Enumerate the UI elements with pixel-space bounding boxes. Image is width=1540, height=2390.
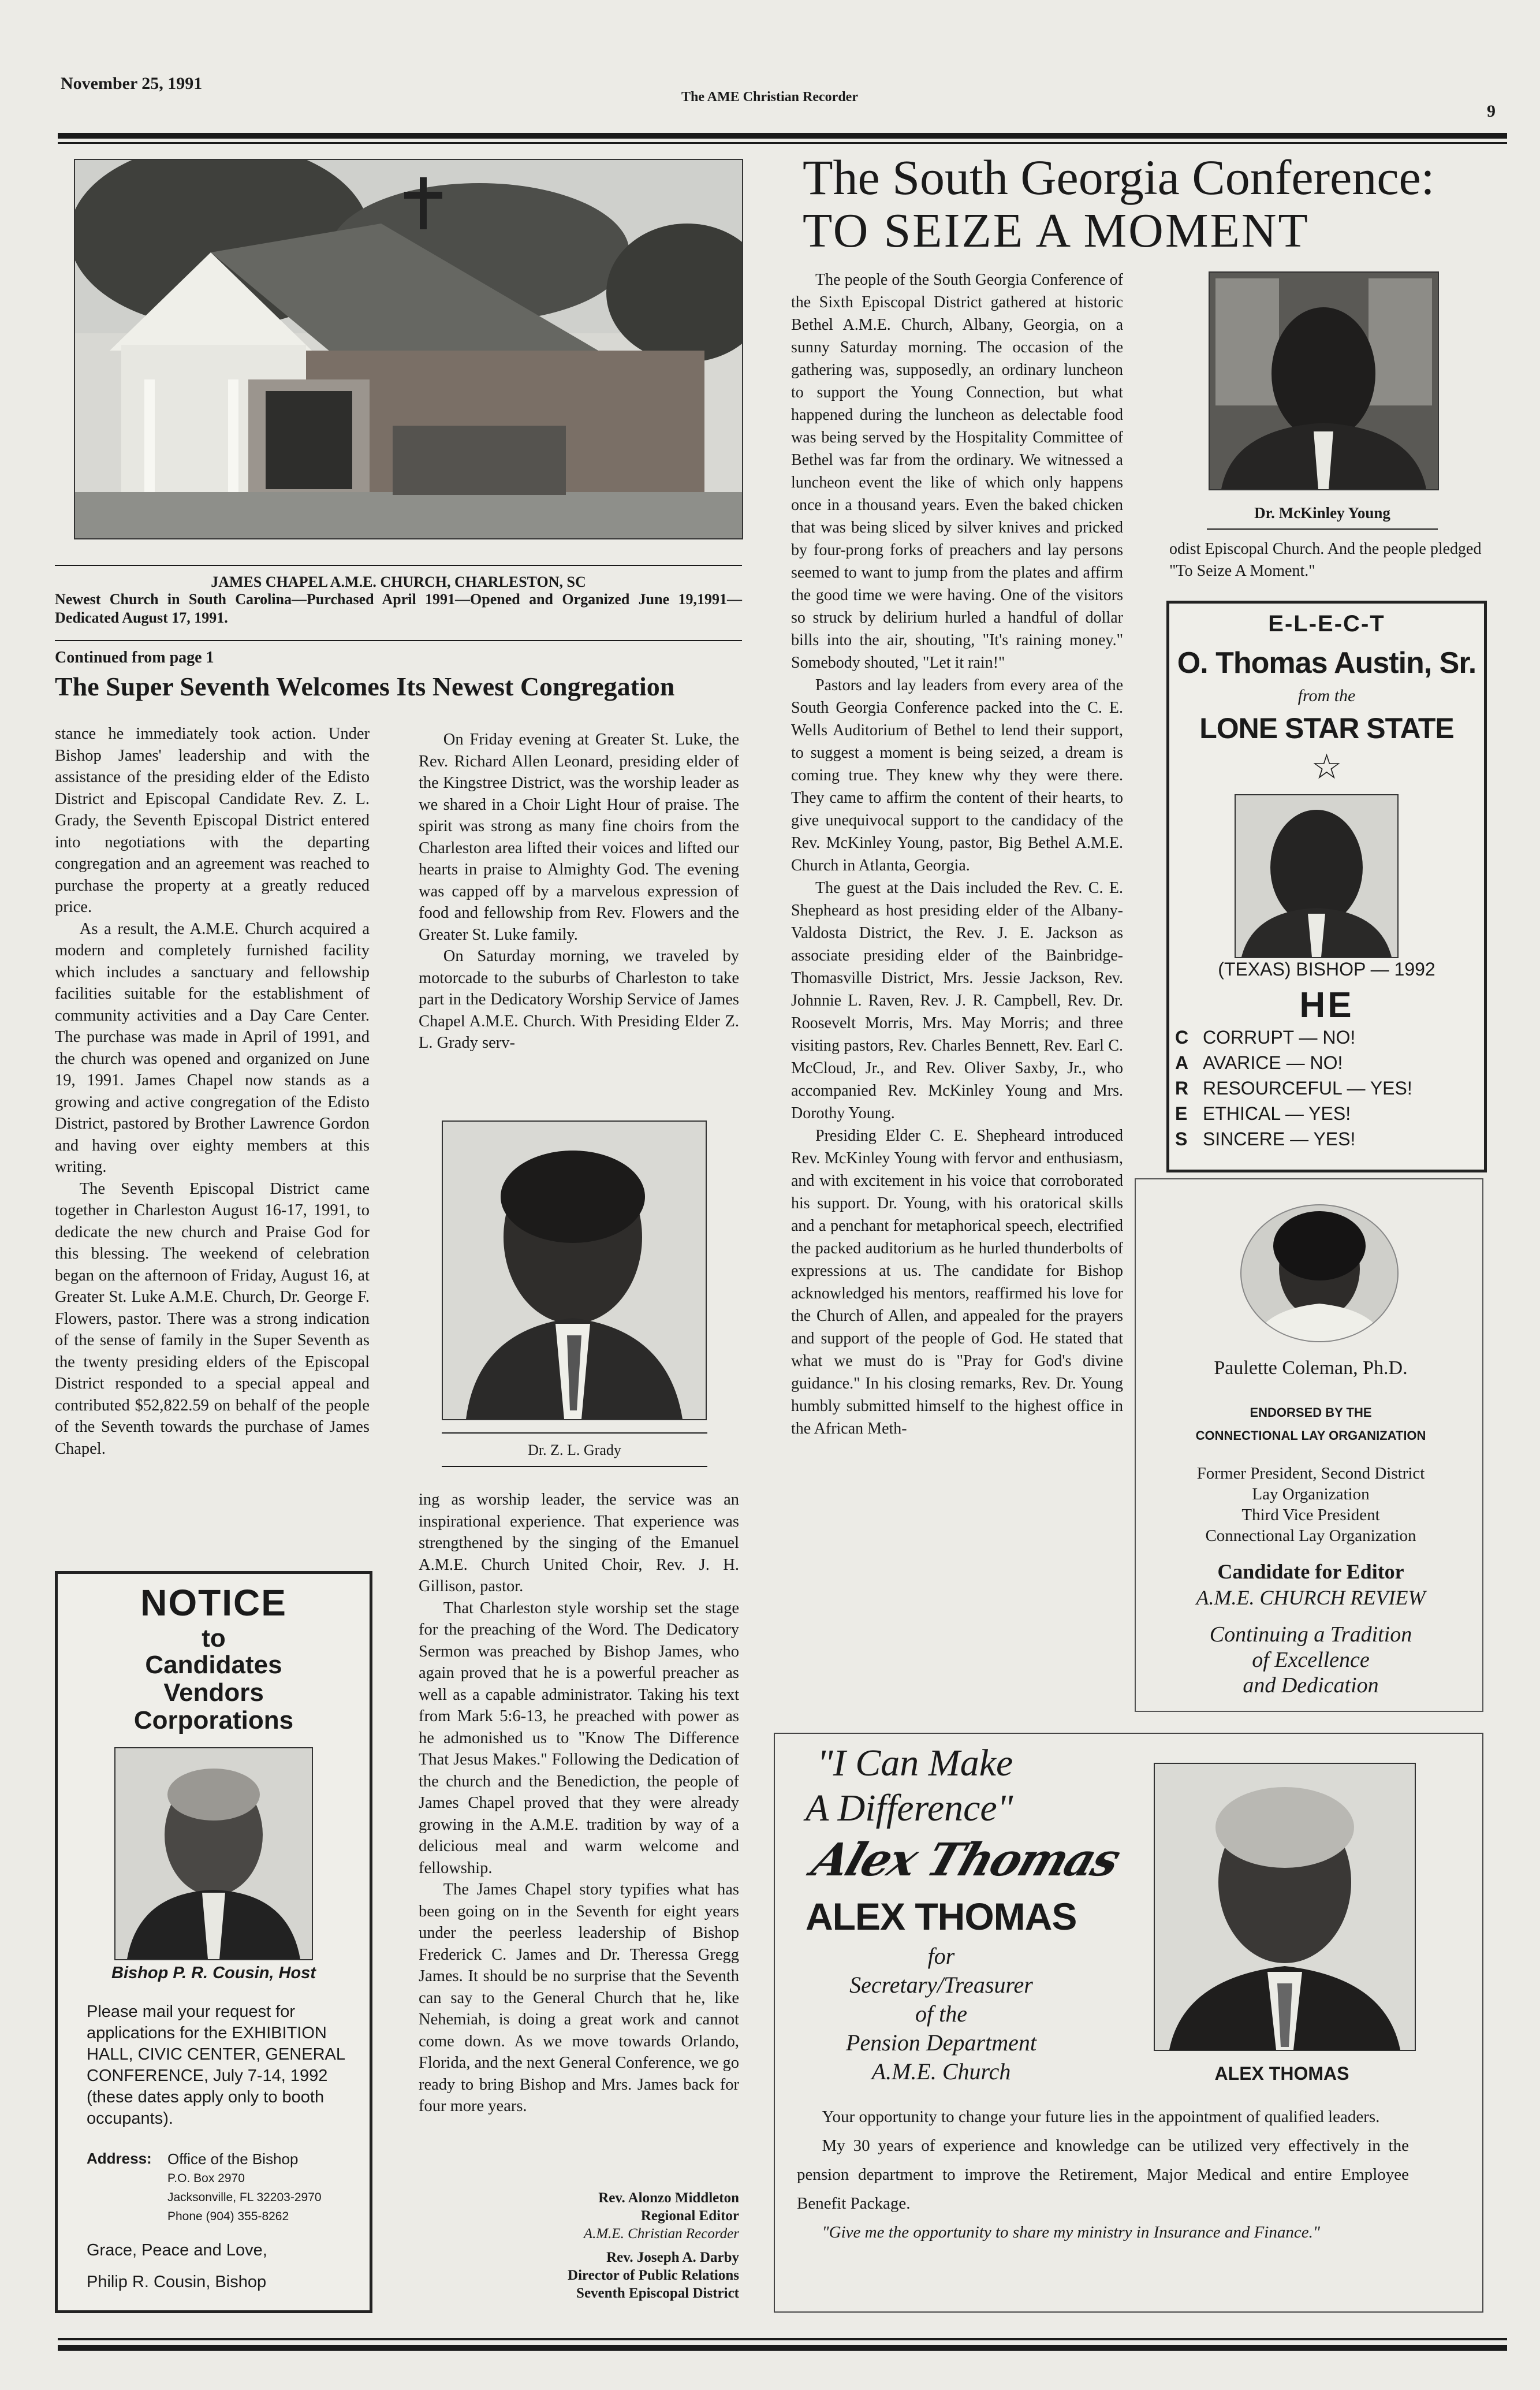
photo-rule — [55, 565, 742, 566]
paragraph: ing as worship leader, the service was an inspirational experience. That experience was strengthened by the singing of the Emanuel A.M.E. Church United Choir, Rev. J. H. Gillison, pastor. — [419, 1491, 739, 1595]
address-line: Office of the Bishop — [167, 2150, 299, 2168]
south-georgia-column — [791, 269, 1123, 1440]
austin-office: (TEXAS) BISHOP — 1992 — [1218, 959, 1435, 980]
thomas-quote-2: A Difference" — [806, 1787, 1013, 1829]
slogan-line: of Excellence — [1252, 1648, 1370, 1672]
south-georgia-continuation: odist Episcopal Church. And the people pledged "To Seize A Moment." — [1169, 540, 1482, 580]
austin-from: from the — [1297, 686, 1356, 705]
austin-name: O. Thomas Austin, Sr. — [1177, 646, 1476, 680]
paragraph: The guest at the Dais included the Rev. C. E. Shepheard as host presiding elder of the Albany-Valdosta District, the Rev. J. E. Jackson as associate presiding elder of the Bainbridge-Thomasville District, Mrs. Jessie Jackson, Rev. Johnnie L. Raven, Rev. J. R. Campbell, Rev. Dr. Roosevelt Morris, Mrs. May Morris; and three visiting pastors, Rev. Charles Bennett, Rev. Earl C. McCloud, Jr., and Rev. Oliver Saxby, Jr., who accompanied Rev. McKinley Young and Mrs. Dorothy Young. — [791, 879, 1123, 1122]
paragraph: The James Chapel story typifies what has been going on in the Seventh for eight years under the peerless leadership of Bishop Frederick C. James and Dr. Theressa Gregg James. It should be no surprise that the Seventh can say to the General Church that he, like Nehemiah, is doing a great work and cannot come down. As we move towards Orlando, Florida, and the next General Conference, we go ready to bring Bishop and Mrs. James back for four more years. — [419, 1881, 739, 2115]
cousin-caption: Bishop P. R. Cousin, Host — [111, 1964, 316, 1982]
paragraph: stance he immediately took action. Under Bishop James' leadership and with the assistance of the presiding elder of the Edisto District and Episcopal Candidate Rev. Z. L. Grady, the Seventh Episcopal District entered into negotiations with the departing congregation and an agreement was reached to purchase the property at a greatly reduced price. — [55, 725, 370, 916]
cred-line: Lay Organization — [1252, 1485, 1370, 1503]
young-photo — [1209, 271, 1439, 490]
notice-body: Please mail your request for applications for the EXHIBITION HALL, CIVIC CENTER, GENERAL CONFERENCE, July 7-14, 1992 (these dates apply only to booth occupants). — [87, 2002, 345, 2128]
paragraph: Your opportunity to change your future lies in the appointment of qualified leaders. — [822, 2108, 1380, 2126]
notice-vendors: Vendors — [163, 1678, 264, 1707]
header-page-number: 9 — [1487, 102, 1496, 121]
notice-address — [167, 2150, 322, 2226]
office-line: Pension Department — [846, 2030, 1036, 2056]
paragraph: As a result, the A.M.E. Church acquired a modern and completely furnished facility which includes a sanctuary and fellowship facilities suitable for the establishment of community activities and a Day Care Center. The purchase was made in April of 1991, and the church was opened and organized on June 19, 1991. James Chapel now stands as a growing and active congregation of the Edisto District, pastored by Brother Lawrence Gordon and having over eighty members at this writing. — [55, 919, 370, 1176]
coleman-credentials — [1138, 1463, 1484, 1546]
austin-he: HE — [1299, 985, 1354, 1025]
cred-line: Connectional Lay Organization — [1205, 1527, 1416, 1545]
austin-state: LONE STAR STATE — [1199, 712, 1454, 744]
thomas-office — [803, 1942, 1080, 2086]
signature-block-2 — [439, 2248, 739, 2302]
grady-rule-bottom — [442, 1466, 707, 1467]
coleman-slogan — [1138, 1622, 1484, 1698]
star-icon: ☆ — [1311, 748, 1343, 786]
coleman-name: Paulette Coleman, Ph.D. — [1214, 1357, 1408, 1379]
acrostic-row: A AVARICE — NO! — [1175, 1052, 1343, 1073]
address-line: Jacksonville, FL 32203-2970 — [167, 2191, 322, 2204]
paragraph: The people of the South Georgia Conference of the Sixth Episcopal District gathered at historic Bethel A.M.E. Church, Albany, Georgia, on a sunny Saturday morning. The occasion of the gathering was, supposedly, an ordinary luncheon to support the Young Connection, but what happened during the luncheon as delectable food was being served by the Hospitality Committee of Bethel was far from the ordinary. We witnessed a luncheon event the like of which only happens once in a thousand years. Even the baked chicken that was being sliced by silver knives and pricked by four-prong forks of preachers and lay persons seemed to want to jump from the plates and affirm the good time we were having. One of the visitors so struck by delirium hurled a handful of dollar bills into the air, shouting, "It's raining money." Somebody shouted, "Let it rain!" — [791, 271, 1123, 672]
footer-rule-thick — [58, 2345, 1507, 2351]
footer-rule — [58, 2338, 1507, 2340]
cousin-photo — [114, 1747, 313, 1960]
header-date: November 25, 1991 — [61, 74, 203, 93]
notice-closing-1: Grace, Peace and Love, — [87, 2241, 267, 2259]
article-column-2-bottom — [419, 1489, 739, 2117]
coleman-endorsed-1: ENDORSED BY THE — [1250, 1405, 1372, 1420]
south-georgia-headline-1: The South Georgia Conference: — [803, 150, 1435, 205]
office-line: of the — [915, 2001, 967, 2027]
header-rule — [58, 133, 1507, 139]
thomas-quote-1: "I Can Make — [817, 1742, 1013, 1784]
thomas-ad-text — [797, 2102, 1409, 2247]
slogan-line: Continuing a Tradition — [1209, 1622, 1412, 1647]
sig-district: Seventh Episcopal District — [576, 2285, 739, 2301]
office-line: A.M.E. Church — [871, 2058, 1011, 2084]
office-line: Secretary/Treasurer — [849, 1972, 1033, 1998]
young-caption: Dr. McKinley Young — [1254, 504, 1390, 522]
office-line: for — [927, 1943, 955, 1969]
coleman-candidate: Candidate for Editor — [1217, 1560, 1404, 1583]
notice-address-label: Address: — [87, 2150, 152, 2167]
sig-name: Rev. Alonzo Middleton — [598, 2190, 739, 2206]
thomas-photo-caption: ALEX THOMAS — [1214, 2063, 1349, 2084]
paragraph: My 30 years of experience and knowledge can be utilized very effectively in the pension department to improve the Retirement, Major Medical and entire Employee Benefit Package. — [797, 2136, 1409, 2213]
sig-title: Regional Editor — [640, 2208, 739, 2224]
acrostic-row: S SINCERE — YES! — [1175, 1129, 1356, 1149]
thomas-signature: Alex Thomas — [806, 1834, 1125, 1886]
church-caption-title: JAMES CHAPEL A.M.E. CHURCH, CHARLESTON, SC — [211, 574, 586, 590]
header-publication: The AME Christian Recorder — [681, 90, 858, 105]
coleman-publication: A.M.E. CHURCH REVIEW — [1196, 1586, 1426, 1609]
young-rule — [1207, 528, 1438, 530]
notice-closing-2: Philip R. Cousin, Bishop — [87, 2273, 267, 2291]
paragraph: On Saturday morning, we traveled by motorcade to the suburbs of Charleston to take part in the Dedicatory Worship Service of James Chapel A.M.E. Church. With Presiding Elder Z. L. Grady serv- — [419, 947, 739, 1052]
address-line: P.O. Box 2970 — [167, 2172, 245, 2185]
church-photo — [74, 159, 743, 539]
article-headline: The Super Seventh Welcomes Its Newest Congregation — [55, 672, 675, 701]
paragraph: On Friday evening at Greater St. Luke, the Rev. Richard Allen Leonard, presiding elder of the Kingstree District, was the worship leader as we shared in a Choir Light Hour of praise. The spirit was strong as many fine choirs from the Charleston area lifted their voices and lifted our hearts in praise to Almighty God. The evening was capped off by a marvelous expression of food and fellowship from Rev. Flowers and the Greater St. Luke family. — [419, 731, 739, 944]
austin-elect: E-L-E-C-T — [1268, 611, 1385, 636]
header-rule-thin — [58, 142, 1507, 144]
paragraph: "Give me the opportunity to share my ministry in Insurance and Finance." — [822, 2223, 1321, 2242]
signature-block-1 — [497, 2189, 739, 2243]
south-georgia-headline-2: TO SEIZE A MOMENT — [803, 204, 1310, 258]
grady-caption: Dr. Z. L. Grady — [528, 1442, 621, 1458]
church-caption-details: Newest Church in South Carolina—Purchased April 1991—Opened and Organized June 19,1991—Dedicated August 17, 1991. — [55, 591, 742, 626]
continued-label: Continued from page 1 — [55, 649, 214, 667]
article-column-1 — [55, 723, 370, 1460]
austin-photo — [1235, 794, 1399, 958]
grady-rule — [442, 1432, 707, 1434]
cred-line: Former President, Second District — [1196, 1464, 1425, 1483]
sig-name: Rev. Joseph A. Darby — [606, 2250, 739, 2265]
thomas-photo — [1154, 1763, 1416, 2051]
acrostic-row: C CORRUPT — NO! — [1175, 1027, 1356, 1048]
caption-rule — [55, 640, 742, 641]
thomas-name: ALEX THOMAS — [806, 1895, 1077, 1938]
cred-line: Third Vice President — [1241, 1506, 1380, 1524]
coleman-endorsed-2: CONNECTIONAL LAY ORGANIZATION — [1195, 1428, 1426, 1443]
sig-pub: A.M.E. Christian Recorder — [583, 2226, 739, 2242]
paragraph: The Seventh Episcopal District came together in Charleston August 16-17, 1991, to dedicate the new church and Praise God for this blessing. The weekend of celebration began on the afternoon of Friday, August 16, at Greater St. Luke A.M.E. Church, Dr. George F. Flowers, pastor. There was a strong indication of the sense of family in the Super Seventh as the twenty presiding elders of the Episcopal District responded to a special appeal and contributed $52,822.59 on behalf of the people of the Seventh towards the purchase of James Chapel. — [55, 1179, 370, 1458]
acrostic-row: R RESOURCEFUL — YES! — [1175, 1078, 1412, 1099]
address-line: Phone (904) 355-8262 — [167, 2210, 289, 2223]
notice-to: to — [202, 1624, 226, 1652]
sig-title: Director of Public Relations — [568, 2268, 739, 2283]
paragraph: Pastors and lay leaders from every area of the South Georgia Conference packed into the C. E. Wells Auditorium of Bethel to lend their support, to suggest a moment is being seized, a dream is coming true. They knew why they were there. They came to affirm the content of their hearts, to give unequivocal support to the candidacy of the Rev. McKinley Young, pastor, Big Bethel A.M.E. Church in Atlanta, Georgia. — [791, 676, 1123, 874]
coleman-photo — [1240, 1204, 1399, 1342]
notice-title: NOTICE — [140, 1582, 287, 1624]
paragraph: Presiding Elder C. E. Shepheard introduced Rev. McKinley Young with fervor and enthusiasm, and with excitement in his voice that corroborated his support. Dr. Young, with his oratorical skills and a penchant for metaphorical speech, electrified the packed auditorium as he hurled thunderbolts of expressions at us. The candidate for Bishop acknowledged his mentors, reaffirmed his love for the Church of Allen, and appealed for the prayers and support of the people of God. He stated that what we must do is "Pray for God's divine guidance." In his closing remarks, Rev. Dr. Young humbly submitted himself to the highest office in the African Meth- — [791, 1127, 1123, 1438]
notice-corporations: Corporations — [133, 1706, 294, 1734]
paragraph: That Charleston style worship set the stage for the preaching of the Word. The Dedicatory Sermon was preached by Bishop James, who again proved that he is a powerful preacher as well as a capable administrator. Taking his text from Mark 5:6-13, he preached with power as he admonished us to "Know The Difference That Jesus Makes." Following the Dedication of the church and the Benediction, the people of James Chapel proved that they were already growing in the A.M.E. tradition by way of a delicious meal and warm welcome and fellowship. — [419, 1599, 739, 1877]
austin-acrostic — [1175, 1025, 1478, 1152]
grady-photo — [442, 1120, 707, 1420]
slogan-line: and Dedication — [1243, 1673, 1379, 1697]
notice-candidates: Candidates — [145, 1651, 282, 1679]
article-column-2-top — [419, 729, 739, 1054]
acrostic-row: E ETHICAL — YES! — [1175, 1103, 1351, 1124]
